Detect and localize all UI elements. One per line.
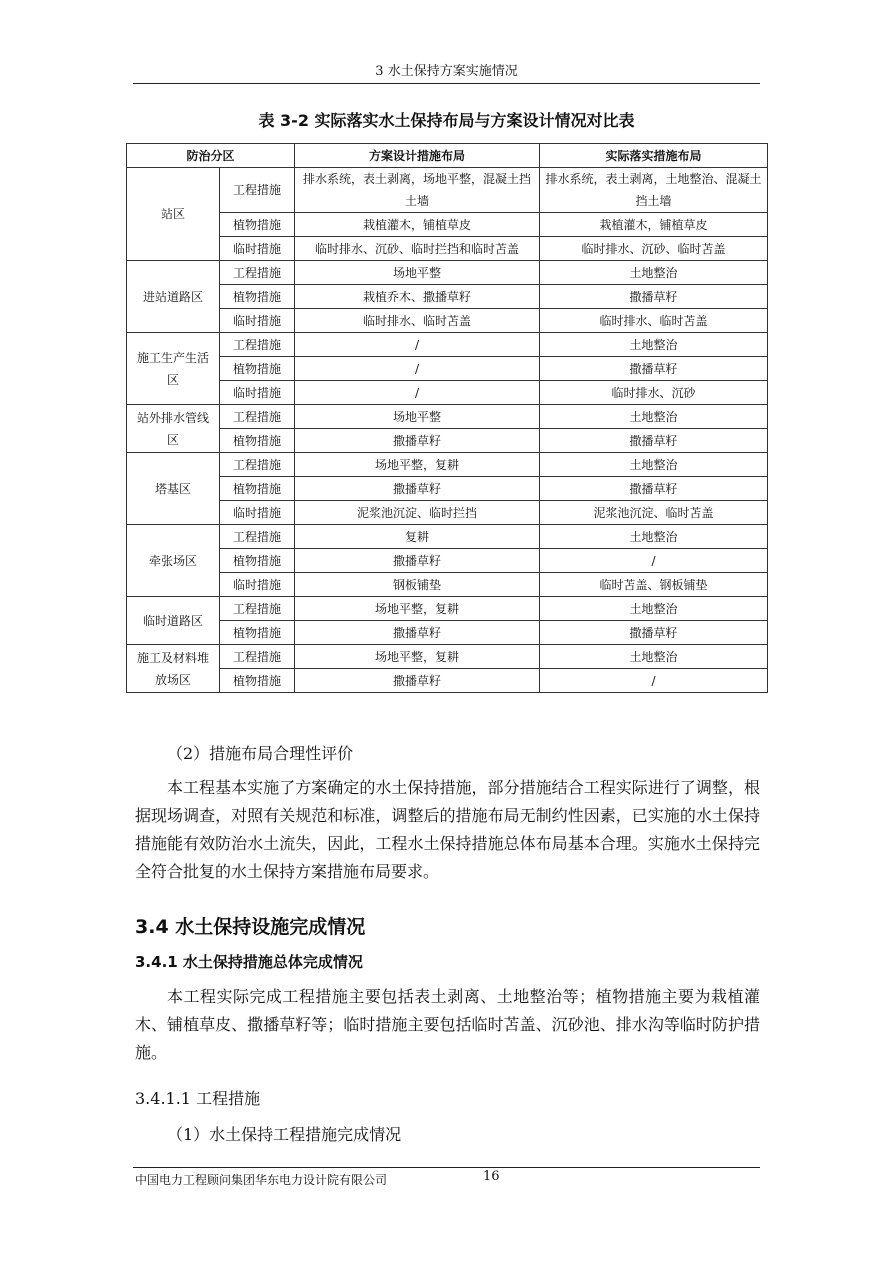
table-title: 表 3-2 实际落实水土保持布局与方案设计情况对比表 [258, 111, 635, 130]
layout-evaluation-paragraph: 本工程基本实施了方案确定的水土保持措施，部分措施结合工程实际进行了调整，根据现场调查，对照有关规范和标准，调整后的措施布局无制约性因素，已实施的水土保持措施能有效防治水土流失，因此，工程水土保持措施总体布局基本合理。实施水土保持完全符合批复的水土保持方案措施布局要求。 [135, 778, 760, 881]
table-row [127, 285, 768, 309]
actual-measure-cell: 撒播草籽 [540, 477, 768, 501]
table-row [127, 381, 768, 405]
table-row [127, 501, 768, 525]
zone-name-cell: 站外排水管线区 [127, 405, 220, 453]
design-measure-cell: / [295, 357, 540, 381]
design-measure-cell: 泥浆池沉淀、临时拦挡 [295, 501, 540, 525]
table-row [127, 168, 768, 213]
actual-measure-cell: 临时排水、临时苫盖 [540, 309, 768, 333]
zone-name-cell: 施工及材料堆放场区 [127, 645, 220, 693]
table-row [127, 621, 768, 645]
measure-type-cell: 工程措施 [220, 405, 295, 429]
design-measure-cell: 复耕 [295, 525, 540, 549]
table-row [127, 357, 768, 381]
design-measure-cell: 栽植乔木、撒播草籽 [295, 285, 540, 309]
design-measure-cell: 栽植灌木，铺植草皮 [295, 213, 540, 237]
table-row [127, 333, 768, 357]
actual-measure-cell: / [540, 669, 768, 693]
design-measure-cell: 撒播草籽 [295, 549, 540, 573]
actual-measure-cell: / [540, 549, 768, 573]
design-measure-cell: 场地平整，复耕 [295, 453, 540, 477]
table-row [127, 453, 768, 477]
design-measure-cell: 撒播草籽 [295, 429, 540, 453]
measure-type-cell: 植物措施 [220, 429, 295, 453]
actual-measure-cell: 栽植灌木，铺植草皮 [540, 213, 768, 237]
measure-type-cell: 植物措施 [220, 549, 295, 573]
table-row [127, 237, 768, 261]
table-header-row [127, 144, 768, 168]
actual-measure-cell: 临时苫盖、钢板铺垫 [540, 573, 768, 597]
actual-measure-cell: 临时排水、沉砂 [540, 381, 768, 405]
measure-type-cell: 植物措施 [220, 357, 295, 381]
comparison-table [126, 143, 768, 693]
design-measure-cell: 场地平整，复耕 [295, 645, 540, 669]
design-measure-cell: 场地平整，复耕 [295, 597, 540, 621]
measure-type-cell: 植物措施 [220, 669, 295, 693]
measure-type-cell: 工程措施 [220, 168, 295, 213]
measure-type-cell: 植物措施 [220, 621, 295, 645]
header-rule [133, 83, 760, 84]
footer-rule [133, 1167, 760, 1168]
section-heading-3-4: 3.4 水土保持设施完成情况 [135, 916, 366, 938]
measure-type-cell: 临时措施 [220, 501, 295, 525]
measure-type-cell: 临时措施 [220, 237, 295, 261]
header-actual: 实际落实措施布局 [540, 144, 768, 168]
measure-type-cell: 植物措施 [220, 285, 295, 309]
measure-type-cell: 临时措施 [220, 309, 295, 333]
table-row [127, 573, 768, 597]
design-measure-cell: 场地平整 [295, 405, 540, 429]
item-1-text: （1）水土保持工程措施完成情况 [167, 1125, 402, 1144]
design-measure-cell: 撒播草籽 [295, 669, 540, 693]
actual-measure-cell: 临时排水、沉砂、临时苫盖 [540, 237, 768, 261]
zone-name-cell: 牵张场区 [127, 525, 220, 597]
table-row [127, 429, 768, 453]
actual-measure-cell: 排水系统，表土剥离，土地整治、混凝土挡土墙 [540, 168, 768, 213]
zone-name-cell: 施工生产生活区 [127, 333, 220, 405]
header-zone: 防治分区 [127, 144, 295, 168]
zone-name-cell: 塔基区 [127, 453, 220, 525]
actual-measure-cell: 撒播草籽 [540, 357, 768, 381]
design-measure-cell: 钢板铺垫 [295, 573, 540, 597]
zone-name-cell: 站区 [127, 168, 220, 261]
design-measure-cell: 排水系统，表土剥离，场地平整，混凝土挡土墙 [295, 168, 540, 213]
zone-name-cell: 进站道路区 [127, 261, 220, 333]
design-measure-cell: 场地平整 [295, 261, 540, 285]
table-row [127, 597, 768, 621]
table-body [127, 168, 768, 693]
section-heading-3-4-1-1: 3.4.1.1 工程措施 [135, 1089, 261, 1108]
actual-measure-cell: 土地整治 [540, 333, 768, 357]
design-measure-cell: / [295, 333, 540, 357]
actual-measure-cell: 土地整治 [540, 453, 768, 477]
measure-type-cell: 临时措施 [220, 573, 295, 597]
header-design: 方案设计措施布局 [295, 144, 540, 168]
measure-type-cell: 工程措施 [220, 261, 295, 285]
actual-measure-cell: 土地整治 [540, 405, 768, 429]
actual-measure-cell: 撒播草籽 [540, 621, 768, 645]
table-row [127, 477, 768, 501]
actual-measure-cell: 撒播草籽 [540, 429, 768, 453]
section-heading-layout-evaluation [135, 740, 760, 768]
measure-type-cell: 工程措施 [220, 333, 295, 357]
table-row [127, 645, 768, 669]
item-1-heading [135, 1121, 760, 1149]
design-measure-cell: 临时排水、沉砂、临时拦挡和临时苫盖 [295, 237, 540, 261]
section-heading-3-4-1: 3.4.1 水土保持措施总体完成情况 [135, 953, 363, 971]
actual-measure-cell: 泥浆池沉淀、临时苫盖 [540, 501, 768, 525]
actual-measure-cell: 土地整治 [540, 525, 768, 549]
design-measure-cell: 撒播草籽 [295, 621, 540, 645]
design-measure-cell: 临时排水、临时苫盖 [295, 309, 540, 333]
actual-measure-cell: 土地整治 [540, 645, 768, 669]
actual-measure-cell: 土地整治 [540, 597, 768, 621]
measure-type-cell: 植物措施 [220, 213, 295, 237]
measure-type-cell: 工程措施 [220, 645, 295, 669]
running-header: 3 水土保持方案实施情况 [375, 64, 518, 79]
page-number: 16 [483, 1169, 500, 1184]
actual-measure-cell: 土地整治 [540, 261, 768, 285]
table-row [127, 261, 768, 285]
completion-paragraph: 本工程实际完成工程措施主要包括表土剥离、土地整治等；植物措施主要为栽植灌木、铺植草皮、撒播草籽等；临时措施主要包括临时苫盖、沉砂池、排水沟等临时防护措施。 [135, 987, 760, 1062]
design-measure-cell: / [295, 381, 540, 405]
table-row [127, 525, 768, 549]
actual-measure-cell: 撒播草籽 [540, 285, 768, 309]
measure-type-cell: 工程措施 [220, 453, 295, 477]
table-row [127, 669, 768, 693]
table-row [127, 405, 768, 429]
table-row [127, 549, 768, 573]
measure-type-cell: 临时措施 [220, 381, 295, 405]
table-row [127, 309, 768, 333]
measure-type-cell: 植物措施 [220, 477, 295, 501]
measure-type-cell: 工程措施 [220, 525, 295, 549]
measure-type-cell: 工程措施 [220, 597, 295, 621]
footer-company: 中国电力工程顾问集团华东电力设计院有限公司 [135, 1173, 388, 1187]
zone-name-cell: 临时道路区 [127, 597, 220, 645]
design-measure-cell: 撒播草籽 [295, 477, 540, 501]
layout-evaluation-heading: （2）措施布局合理性评价 [167, 744, 354, 763]
table-row [127, 213, 768, 237]
